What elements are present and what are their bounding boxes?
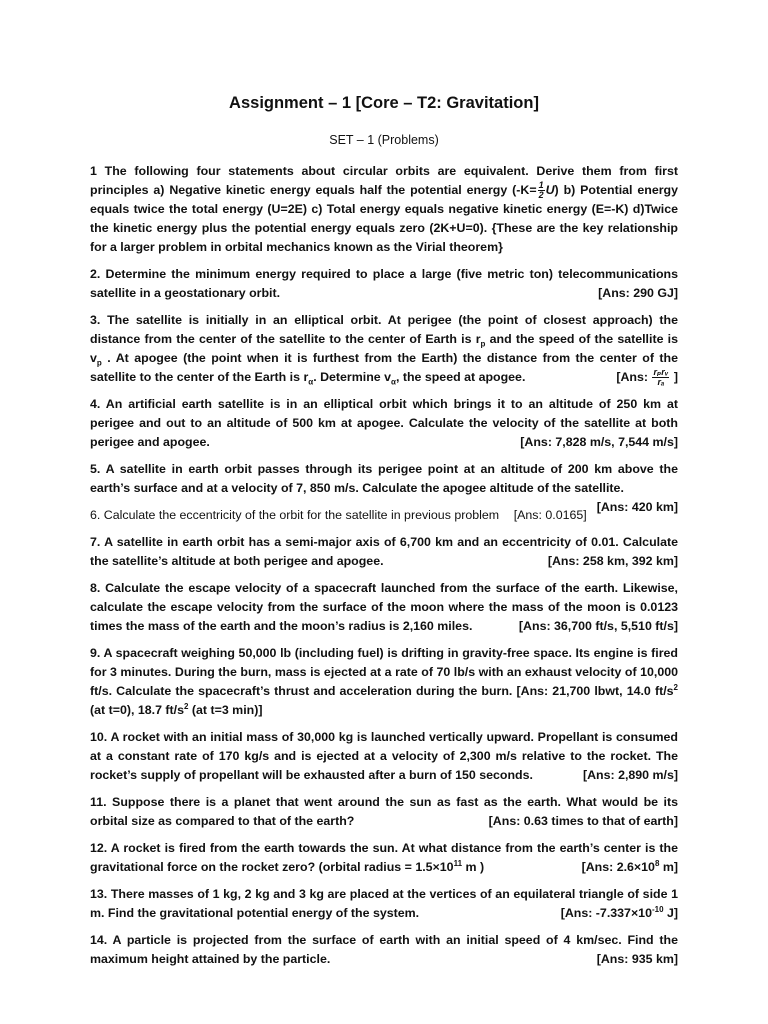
problem-6-text: 6. Calculate the eccentricity of the orbit for the satellite in previous problem [90,508,500,523]
answer-open: [Ans: [616,370,649,385]
superscript-11: 11 [453,859,463,869]
problem-11-text: 11. Suppose there is a planet that went around the sun as fast as the earth. What would be its orbital size as compared to that of the earth? [90,795,678,829]
fraction-denominator: 2 [538,190,544,201]
problem-5-answer: [Ans: 420 km] [596,500,678,515]
answer-close: ] [673,370,678,385]
problem-14 [90,931,678,969]
problem-8-answer: [Ans: 36,700 ft/s, 5,510 ft/s] [518,619,678,634]
answer-12-a: [Ans: 2.6×10 [581,860,655,875]
problem-13-text: 13. There masses of 1 kg, 2 kg and 3 kg are placed at the vertices of an equilateral triangle of side 1 m. Find the gravitational potential energy of the system. [90,887,678,921]
problem-3-answer [616,368,678,387]
document-title: Assignment – 1 [Core – T2: Gravitation] [229,94,539,112]
answer-fraction [652,368,669,387]
problem-3 [90,311,678,387]
problem-11 [90,793,678,831]
problem-12-text-b: m ) [462,860,485,875]
problem-3-text-a: 3. The satellite is initially in an elliptical orbit. At perigee (the point of closest approach) the distance from the center of the satellite to the center of Earth is r [90,313,678,347]
problem-1 [90,162,678,257]
problem-9-text-a: 9. A spacecraft weighing 50,000 lb (including fuel) is drifting in gravity-free space. Its engine is fired for 3 minutes. During the burn, mass is ejected at a rate of 70 lb/s with an exhaust velocity of 10,000 ft/s. Calculate the spacecraft’s thrust and acceleration during the burn. [Ans: 21,700 lbwt, 14.0 ft/s [90,646,678,699]
answer-13-a: [Ans: -7.337×10 [560,906,652,921]
half-fraction [538,181,545,200]
problem-6 [90,506,678,525]
problem-14-text: 14. A particle is projected from the surface of earth with an initial speed of 4 km/sec. Find the maximum height attained by the particle. [90,933,678,967]
superscript-2a: 2 [673,683,678,693]
subscript-p: p [480,339,486,349]
superscript-2b: 2 [184,702,189,712]
problem-5-text: 5. A satellite in earth orbit passes through its perigee point at an altitude of 200 km above the earth’s surface and at a velocity of 7, 850 m/s. Calculate the apogee altitude of the satellite. [90,462,678,496]
problem-13 [90,885,678,923]
problem-12-answer [582,858,678,877]
problem-list [90,162,678,977]
problem-8-text: 8. Calculate the escape velocity of a spacecraft launched from the surface of the earth. Likewise, calculate the escape velocity from the surface of the moon where the mass of the moon is 0.0123 times the mass of the earth and the moon’s radius is 2,160 miles. [90,581,678,634]
problem-12 [90,839,678,877]
subscript-alpha2: α [391,377,396,387]
problem-7-answer: [Ans: 258 km, 392 km] [547,554,678,569]
problem-10-answer: [Ans: 2,890 m/s] [582,768,678,783]
problem-2 [90,265,678,303]
problem-2-text: 2. Determine the minimum energy required to place a large (five metric ton) telecommunications satellite in a geostationary orbit. [90,267,678,301]
problem-14-answer: [Ans: 935 km] [596,952,678,967]
problem-12-text-a: 12. A rocket is fired from the earth towards the sun. At what distance from the earth’s center is the gravitational force on the rocket zero? (orbital radius = 1.5×10 [90,841,678,875]
fraction-numerator: 1 [538,180,544,191]
subscript-p2: p [96,358,102,368]
problem-3-text-c: . At apogee (the point when it is furthest from the Earth) the distance from the center of the satellite to the center of the Earth is r [90,351,678,385]
problem-9 [90,644,678,720]
problem-1-text-a: 1 The following four statements about circular orbits are equivalent. Derive them from first principles a) Negative kinetic energy equals half the potential energy (-K= [90,164,678,197]
problem-4 [90,395,678,452]
problem-3-text-b: and the speed of the satellite is v [90,332,678,366]
problem-2-answer: [Ans: 290 GJ] [598,286,678,301]
answer-12-b: m] [659,860,678,875]
problem-9-text-b: (at t=0), 18.7 ft/s [90,703,184,718]
problem-11-answer: [Ans: 0.63 times to that of earth] [488,814,678,829]
problem-4-text: 4. An artificial earth satellite is in an elliptical orbit which brings it to an altitude of 250 km at perigee and out to an altitude of 500 km at apogee. Calculate the velocity of the satellite at both perigee and apogee. [90,397,678,450]
problem-1-text-b: ) b) Potential energy equals twice the total energy (U=2E) c) Total energy equals negative kinetic energy (E=-K) d)Twice the kinetic energy plus the potential energy equals zero (2K+U=0). {These are the key relationship for a larger problem in orbital mechanics known as the Virial theorem} [90,183,678,255]
answer-12-sup: 8 [654,859,660,869]
problem-7 [90,533,678,571]
problem-3-text-e: , the speed at apogee. [395,370,526,385]
problem-8 [90,579,678,636]
set-heading: SET – 1 (Problems) [329,133,439,147]
answer-13-sup: -10 [651,905,664,915]
problem-13-answer [561,904,678,923]
problem-3-text-d: . Determine v [313,370,392,385]
answer-13-b: J] [663,906,678,921]
problem-9-text-c: (at t=3 min)] [188,703,263,718]
problem-10-text: 10. A rocket with an initial mass of 30,000 kg is launched vertically upward. Propellant is consumed at a constant rate of 170 kg/s and is ejected at a velocity of 2,300 m/s relative to the rocket. The rocket’s supply of propellant will be exhausted after a burn of 150 seconds. [90,730,678,783]
problem-6-answer: [Ans: 0.0165] [513,508,587,523]
problem-4-answer: [Ans: 7,828 m/s, 7,544 m/s] [520,435,678,450]
problem-5 [90,460,678,515]
problem-10 [90,728,678,785]
subscript-alpha: α [308,377,314,387]
answer-denominator: rₐ [657,377,665,388]
problem-7-text: 7. A satellite in earth orbit has a semi-major axis of 6,700 km and an eccentricity of 0.01. Calculate the satellite’s altitude at both perigee and apogee. [90,535,678,569]
answer-numerator: rₚrᵥ [653,367,669,378]
potential-symbol: U [545,183,555,197]
